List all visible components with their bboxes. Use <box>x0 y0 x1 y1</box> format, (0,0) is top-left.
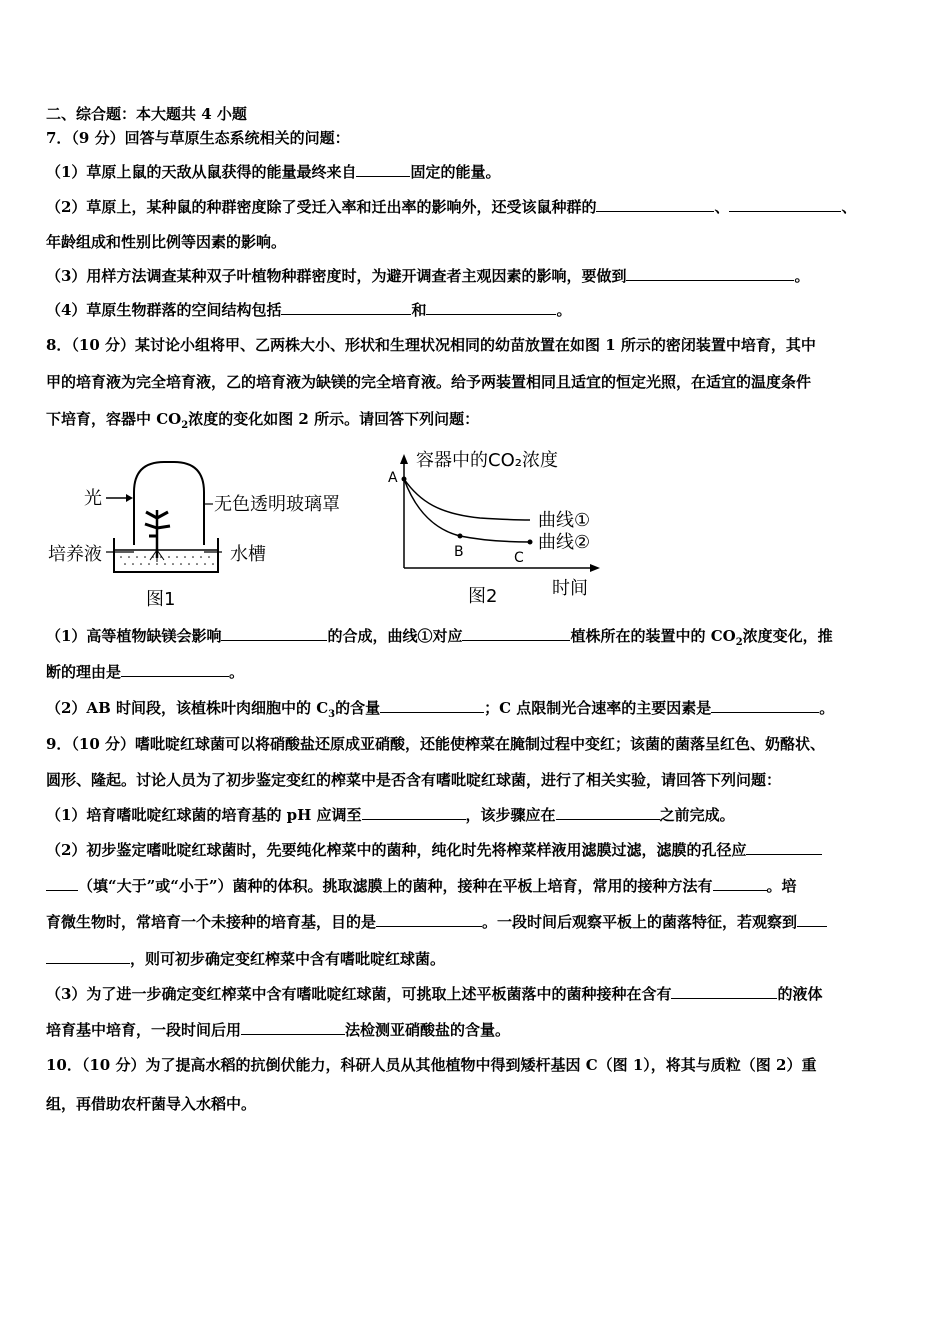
q7-part1: （1）草原上鼠的天敌从鼠获得的能量最终来自 固定的能量。 <box>46 163 501 181</box>
q9-stem-line1: 9．（10 分）嗜吡啶红球菌可以将硝酸盐还原成亚硝酸，还能使榨菜在腌制过程中变红；该菌的菌落呈红色、奶酪状、 <box>46 735 826 753</box>
q7-stem: 7．（9 分）回答与草原生态系统相关的问题： <box>46 129 350 147</box>
q8-part1: （1）高等植物缺镁会影响 的合成，曲线①对应 植株所在的装置中的 $CO_2$浓度变化，推 <box>46 627 833 648</box>
q8-stem-line2: 甲的培育液为完全培育液，乙的培育液为缺镁的完全培育液。给予两装置相同且适宜的恒定光照，在适宜的温度条件 <box>46 373 812 391</box>
q8-stem-line3: 下培育，容器中 $CO_2$浓度的变化如图 2 所示。请回答下列问题： <box>46 410 480 431</box>
answer-blank[interactable] <box>241 1020 345 1035</box>
answer-blank[interactable] <box>221 626 327 641</box>
q9-part3: （3）为了进一步确定变红榨菜中含有嗜吡啶红球菌，可挑取上述平板菌落中的菌种接种在含有 的液体 <box>46 985 823 1003</box>
curve-2-label: 曲线② <box>538 532 591 553</box>
figure-2-co2-chart <box>380 442 610 614</box>
seedling-icon <box>145 510 170 562</box>
q9-part2-cont: （填“大于”或“小于”）菌种的体积。挑取滤膜上的菌种，接种在平板上培育，常用的接种方法有 。培 <box>46 876 797 896</box>
answer-blank[interactable] <box>426 300 556 315</box>
label-tank: 水槽 <box>230 544 266 565</box>
answer-blank[interactable] <box>46 876 78 891</box>
q7-part3: （3）用样方法调查某种双子叶植物种群密度时，为避开调查者主观因素的影响，要做到 。 <box>46 267 810 285</box>
q9-part2: （2）初步鉴定嗜吡啶红球菌时，先要纯化榨菜中的菌种，纯化时先将榨菜样液用滤膜过滤，滤膜的孔径应 <box>46 840 822 860</box>
point-c-marker <box>528 540 533 545</box>
figure-2-caption: 图2 <box>468 586 498 607</box>
answer-blank[interactable] <box>556 805 660 820</box>
section-title: 二、综合题：本大题共 4 小题 <box>46 105 247 123</box>
q10-stem-line1: 10．（10 分）为了提高水稻的抗倒伏能力，科研人员从其他植物中得到矮杆基因 C（图 1），将其与质粒（图 2）重 <box>46 1056 817 1074</box>
y-axis-label: 容器中的CO₂浓度 <box>416 450 558 471</box>
label-light: 光 <box>84 488 102 509</box>
q9-part1: （1）培育嗜吡啶红球菌的培育基的 pH 应调至 ，该步骤应在 之前完成。 <box>46 806 735 824</box>
answer-blank[interactable] <box>46 949 130 964</box>
answer-blank[interactable] <box>711 698 819 713</box>
answer-blank[interactable] <box>596 197 714 212</box>
q7-part2-cont: 年龄组成和性别比例等因素的影响。 <box>46 233 287 251</box>
medium-dots <box>120 556 214 565</box>
q8-part1-cont: 断的理由是 。 <box>46 663 245 681</box>
answer-blank[interactable] <box>746 840 822 855</box>
answer-blank[interactable] <box>356 162 410 177</box>
answer-blank[interactable] <box>729 197 841 212</box>
q7-part4: （4）草原生物群落的空间结构包括 和 。 <box>46 301 572 319</box>
answer-blank[interactable] <box>376 912 482 927</box>
q8-stem-line1: 8．（10 分）某讨论小组将甲、乙两株大小、形状和生理状况相同的幼苗放置在如图 1 所示的密闭装置中培育，其中 <box>46 336 816 354</box>
answer-blank[interactable] <box>362 805 466 820</box>
answer-blank[interactable] <box>380 698 484 713</box>
q7-part2: （2）草原上，某种鼠的种群密度除了受迁入率和迁出率的影响外，还受该鼠种群的 、 、 <box>46 198 857 216</box>
answer-blank[interactable] <box>797 912 827 927</box>
point-a-marker <box>402 477 407 482</box>
q9-stem-line2: 圆形、隆起。讨论人员为了初步鉴定变红的榨菜中是否含有嗜吡啶红球菌，进行了相关实验，请回答下列问题： <box>46 771 782 789</box>
figure-1-caption: 图1 <box>146 589 176 610</box>
label-medium: 培养液 <box>48 544 102 565</box>
point-a-label: A <box>388 470 398 486</box>
answer-blank[interactable] <box>281 300 411 315</box>
curve-2-line <box>404 479 530 542</box>
answer-blank[interactable] <box>671 984 777 999</box>
q10-stem-line2: 组，再借助农杆菌导入水稻中。 <box>46 1095 257 1113</box>
point-b-marker <box>458 534 463 539</box>
q9-part2-cont2: 育微生物时，常培育一个未接种的培育基，目的是 。一段时间后观察平板上的菌落特征，若观察到 <box>46 912 827 932</box>
answer-blank[interactable] <box>121 662 229 677</box>
x-axis-label: 时间 <box>552 578 588 599</box>
answer-blank[interactable] <box>713 876 767 891</box>
water-tank-shape <box>114 538 218 572</box>
q9-part2-cont3: ，则可初步确定变红榨菜中含有嗜吡啶红球菌。 <box>46 949 445 969</box>
q9-part3-cont: 培育基中培育，一段时间后用 法检测亚硝酸盐的含量。 <box>46 1021 511 1039</box>
answer-blank[interactable] <box>626 266 794 281</box>
point-c-label: C <box>514 550 524 566</box>
answer-blank[interactable] <box>462 626 570 641</box>
figure-1-apparatus <box>46 440 356 615</box>
curve-1-label: 曲线① <box>538 510 591 531</box>
glass-cover-shape <box>134 462 204 545</box>
label-glass-cover: 无色透明玻璃罩 <box>214 494 340 515</box>
q8-part2: （2）AB 时间段，该植株叶肉细胞中的 $C_3$的含量 ；C 点限制光合速率的主要因素是 。 <box>46 699 835 720</box>
point-b-label: B <box>454 544 464 560</box>
